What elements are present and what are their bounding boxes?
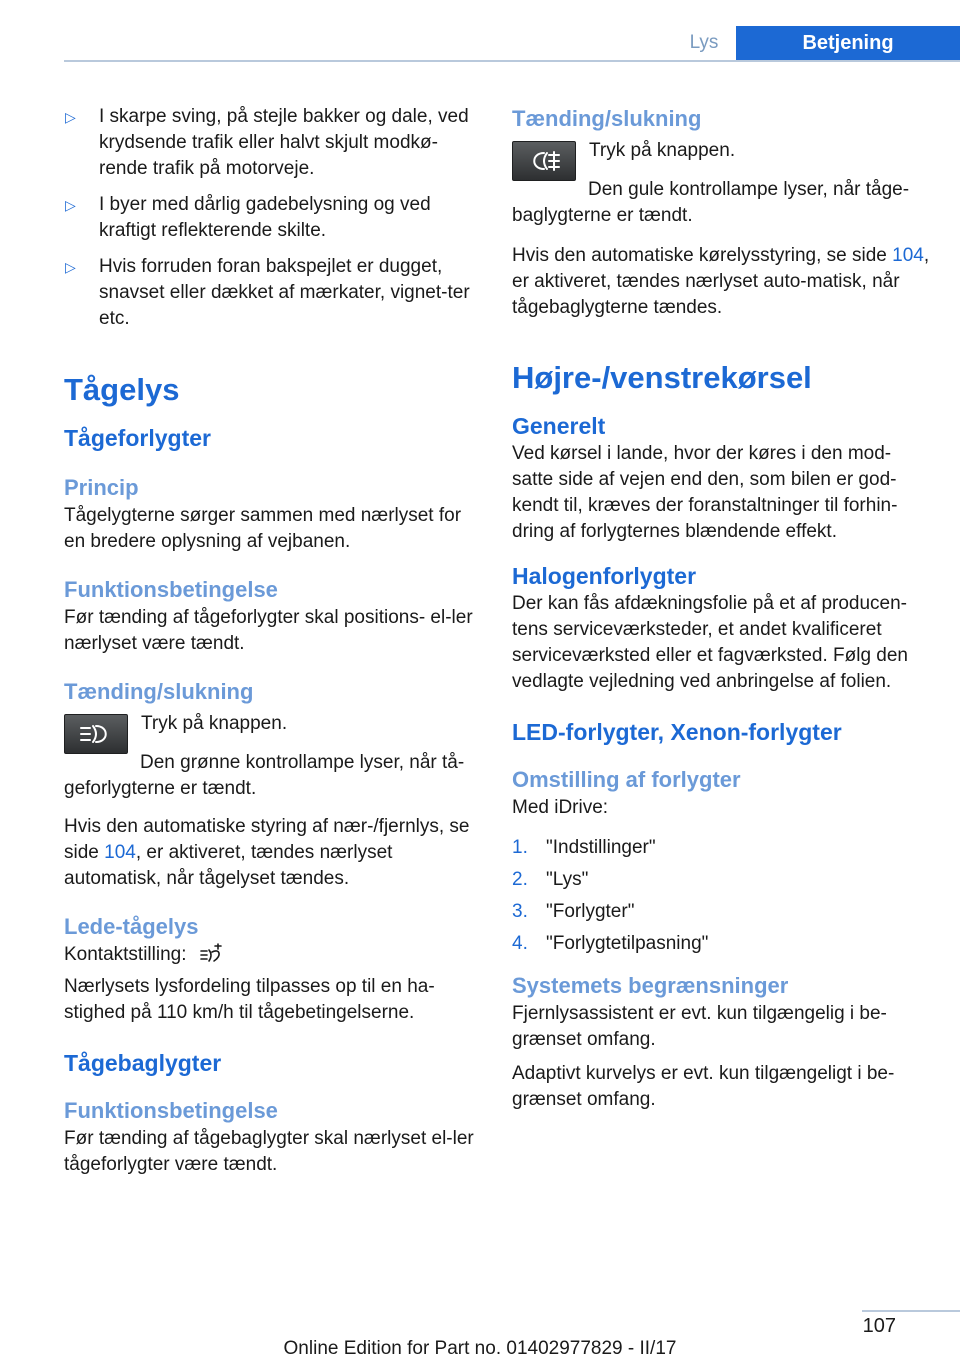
header-divider <box>64 60 960 62</box>
heading-funktionsbetingelse-2: Funktionsbetingelse <box>64 1098 278 1123</box>
lede-tagelys-text: Nærlysets lysfordeling tilpasses op til en ha-stighed på 110 km/h til tågebetingelserne. <box>64 976 435 1023</box>
list-item: 3. "Forlygter" <box>512 901 635 922</box>
heading-taending-slukning: Tænding/slukning <box>64 679 254 704</box>
halogen-text: Der kan fås afdækningsfolie på et af producen-tens serviceværksteder, et andet kvalificeret serviceværksted eller et fagværksted. Følg den vedlagte vejledning ved anbringelse af folien. <box>512 593 908 692</box>
list-item <box>64 254 480 332</box>
heading-begraensninger: Systemets begrænsninger <box>512 973 789 998</box>
heading-funktionsbetingelse: Funktionsbetingelse <box>64 577 278 602</box>
front-fog-control <box>64 711 480 754</box>
page-link-104[interactable]: 104 <box>892 245 924 266</box>
kontaktstilling-line: Kontaktstilling: <box>64 942 480 968</box>
heading-princip: Princip <box>64 475 139 500</box>
footer-divider <box>862 1310 960 1312</box>
heading-hojre-venstrekorsel: Højre-/venstrekørsel <box>512 360 812 395</box>
heading-tageforlygter: Tågeforlygter <box>64 425 211 451</box>
page-link-104[interactable]: 104 <box>104 842 136 863</box>
list-item: 1. "Indstillinger" <box>512 837 656 858</box>
princip-text: Tågelygterne sørger sammen med nærlyset for en bredere oplysning af vejbanen. <box>64 505 462 552</box>
edition-footer: Online Edition for Part no. 01402977829 - II/17 <box>283 1338 677 1359</box>
idrive-text: Med iDrive: <box>512 797 609 818</box>
heading-generelt: Generelt <box>512 413 606 439</box>
page-number: 107 <box>862 1315 896 1337</box>
left-column <box>64 104 480 1178</box>
ctrl2-line2: Den gule kontrollampe lyser, når tåge-baglygterne er tændt. <box>512 179 910 226</box>
triangle-bullet-icon: ▷ <box>65 197 76 213</box>
right-column <box>512 104 932 1113</box>
begraensninger-text-1: Fjernlysassistent er evt. kun tilgængelig i be-grænset omfang. <box>512 1003 887 1050</box>
list-item <box>64 104 480 182</box>
begraensninger-text-2: Adaptivt kurvelys er evt. kun tilgængeligt i be-grænset omfang. <box>512 1063 895 1110</box>
funktionsbetingelse-2-text: Før tænding af tågebaglygter skal nærlyset el-ler tågeforlygter være tændt. <box>64 1128 474 1175</box>
rear-fog-control <box>512 138 932 181</box>
heading-led-xenon: LED-forlygter, Xenon-forlygter <box>512 719 842 745</box>
generelt-text: Ved kørsel i lande, hvor der køres i den mod-satte side af vejen end den, som bilen er god-kendt til, kræves der foranstaltninger til forhin-dring af forlygternes blændende effekt. <box>512 443 898 542</box>
header-tab-betjening[interactable]: Betjening <box>736 26 960 60</box>
heading-lede-tagelys: Lede-tågelys <box>64 914 199 939</box>
rear-fog-light-button[interactable] <box>512 141 576 181</box>
heading-omstilling: Omstilling af forlygter <box>512 767 741 792</box>
ctrl1-line2: Den grønne kontrollampe lyser, når tå-geforlygterne er tændt. <box>64 752 465 799</box>
auto-styring-text: Hvis den automatiske styring af nær-/fjernlys, se side 104, er aktiveret, tændes nærlyset automatisk, når tågelyset tændes. <box>64 816 470 889</box>
bullet-text: I byer med dårlig gadebelysning og ved kraftigt reflekterende skilte. <box>99 194 431 241</box>
header-tab-lys[interactable]: Lys <box>689 32 719 53</box>
triangle-bullet-icon: ▷ <box>65 259 76 275</box>
fog-auto-switch-icon <box>198 942 226 964</box>
steps-list <box>512 835 932 957</box>
heading-tagebaglygter: Tågebaglygter <box>64 1050 222 1076</box>
heading-tagelys: Tågelys <box>64 372 180 407</box>
ctrl2-line1: Tryk på knappen. <box>589 140 736 161</box>
ctrl1-line1: Tryk på knappen. <box>141 713 288 734</box>
list-item: 2. "Lys" <box>512 869 589 890</box>
front-fog-light-icon <box>79 723 113 745</box>
triangle-bullet-icon: ▷ <box>65 109 76 125</box>
list-item: 4. "Forlygtetilpasning" <box>512 933 709 954</box>
list-item <box>64 192 480 244</box>
auto-korelys-text: Hvis den automatiske kørelysstyring, se side 104, er aktiveret, tændes nærlyset auto-matisk, når tågebaglygterne tændes. <box>512 245 930 318</box>
bullet-text: I skarpe sving, på stejle bakker og dale, ved krydsende trafik eller halvt skjult modkø-rende trafik på motorveje. <box>99 106 469 179</box>
rear-fog-light-icon <box>527 150 561 172</box>
funktionsbetingelse-text: Før tænding af tågeforlygter skal positions- el-ler nærlyset være tændt. <box>64 607 473 654</box>
front-fog-light-button[interactable] <box>64 714 128 754</box>
heading-taending-slukning-2: Tænding/slukning <box>512 106 702 131</box>
bullet-text: Hvis forruden foran bakspejlet er dugget, snavset eller dækket af mærkater, vignet-ter etc. <box>99 256 470 329</box>
heading-halogenforlygter: Halogenforlygter <box>512 563 697 589</box>
